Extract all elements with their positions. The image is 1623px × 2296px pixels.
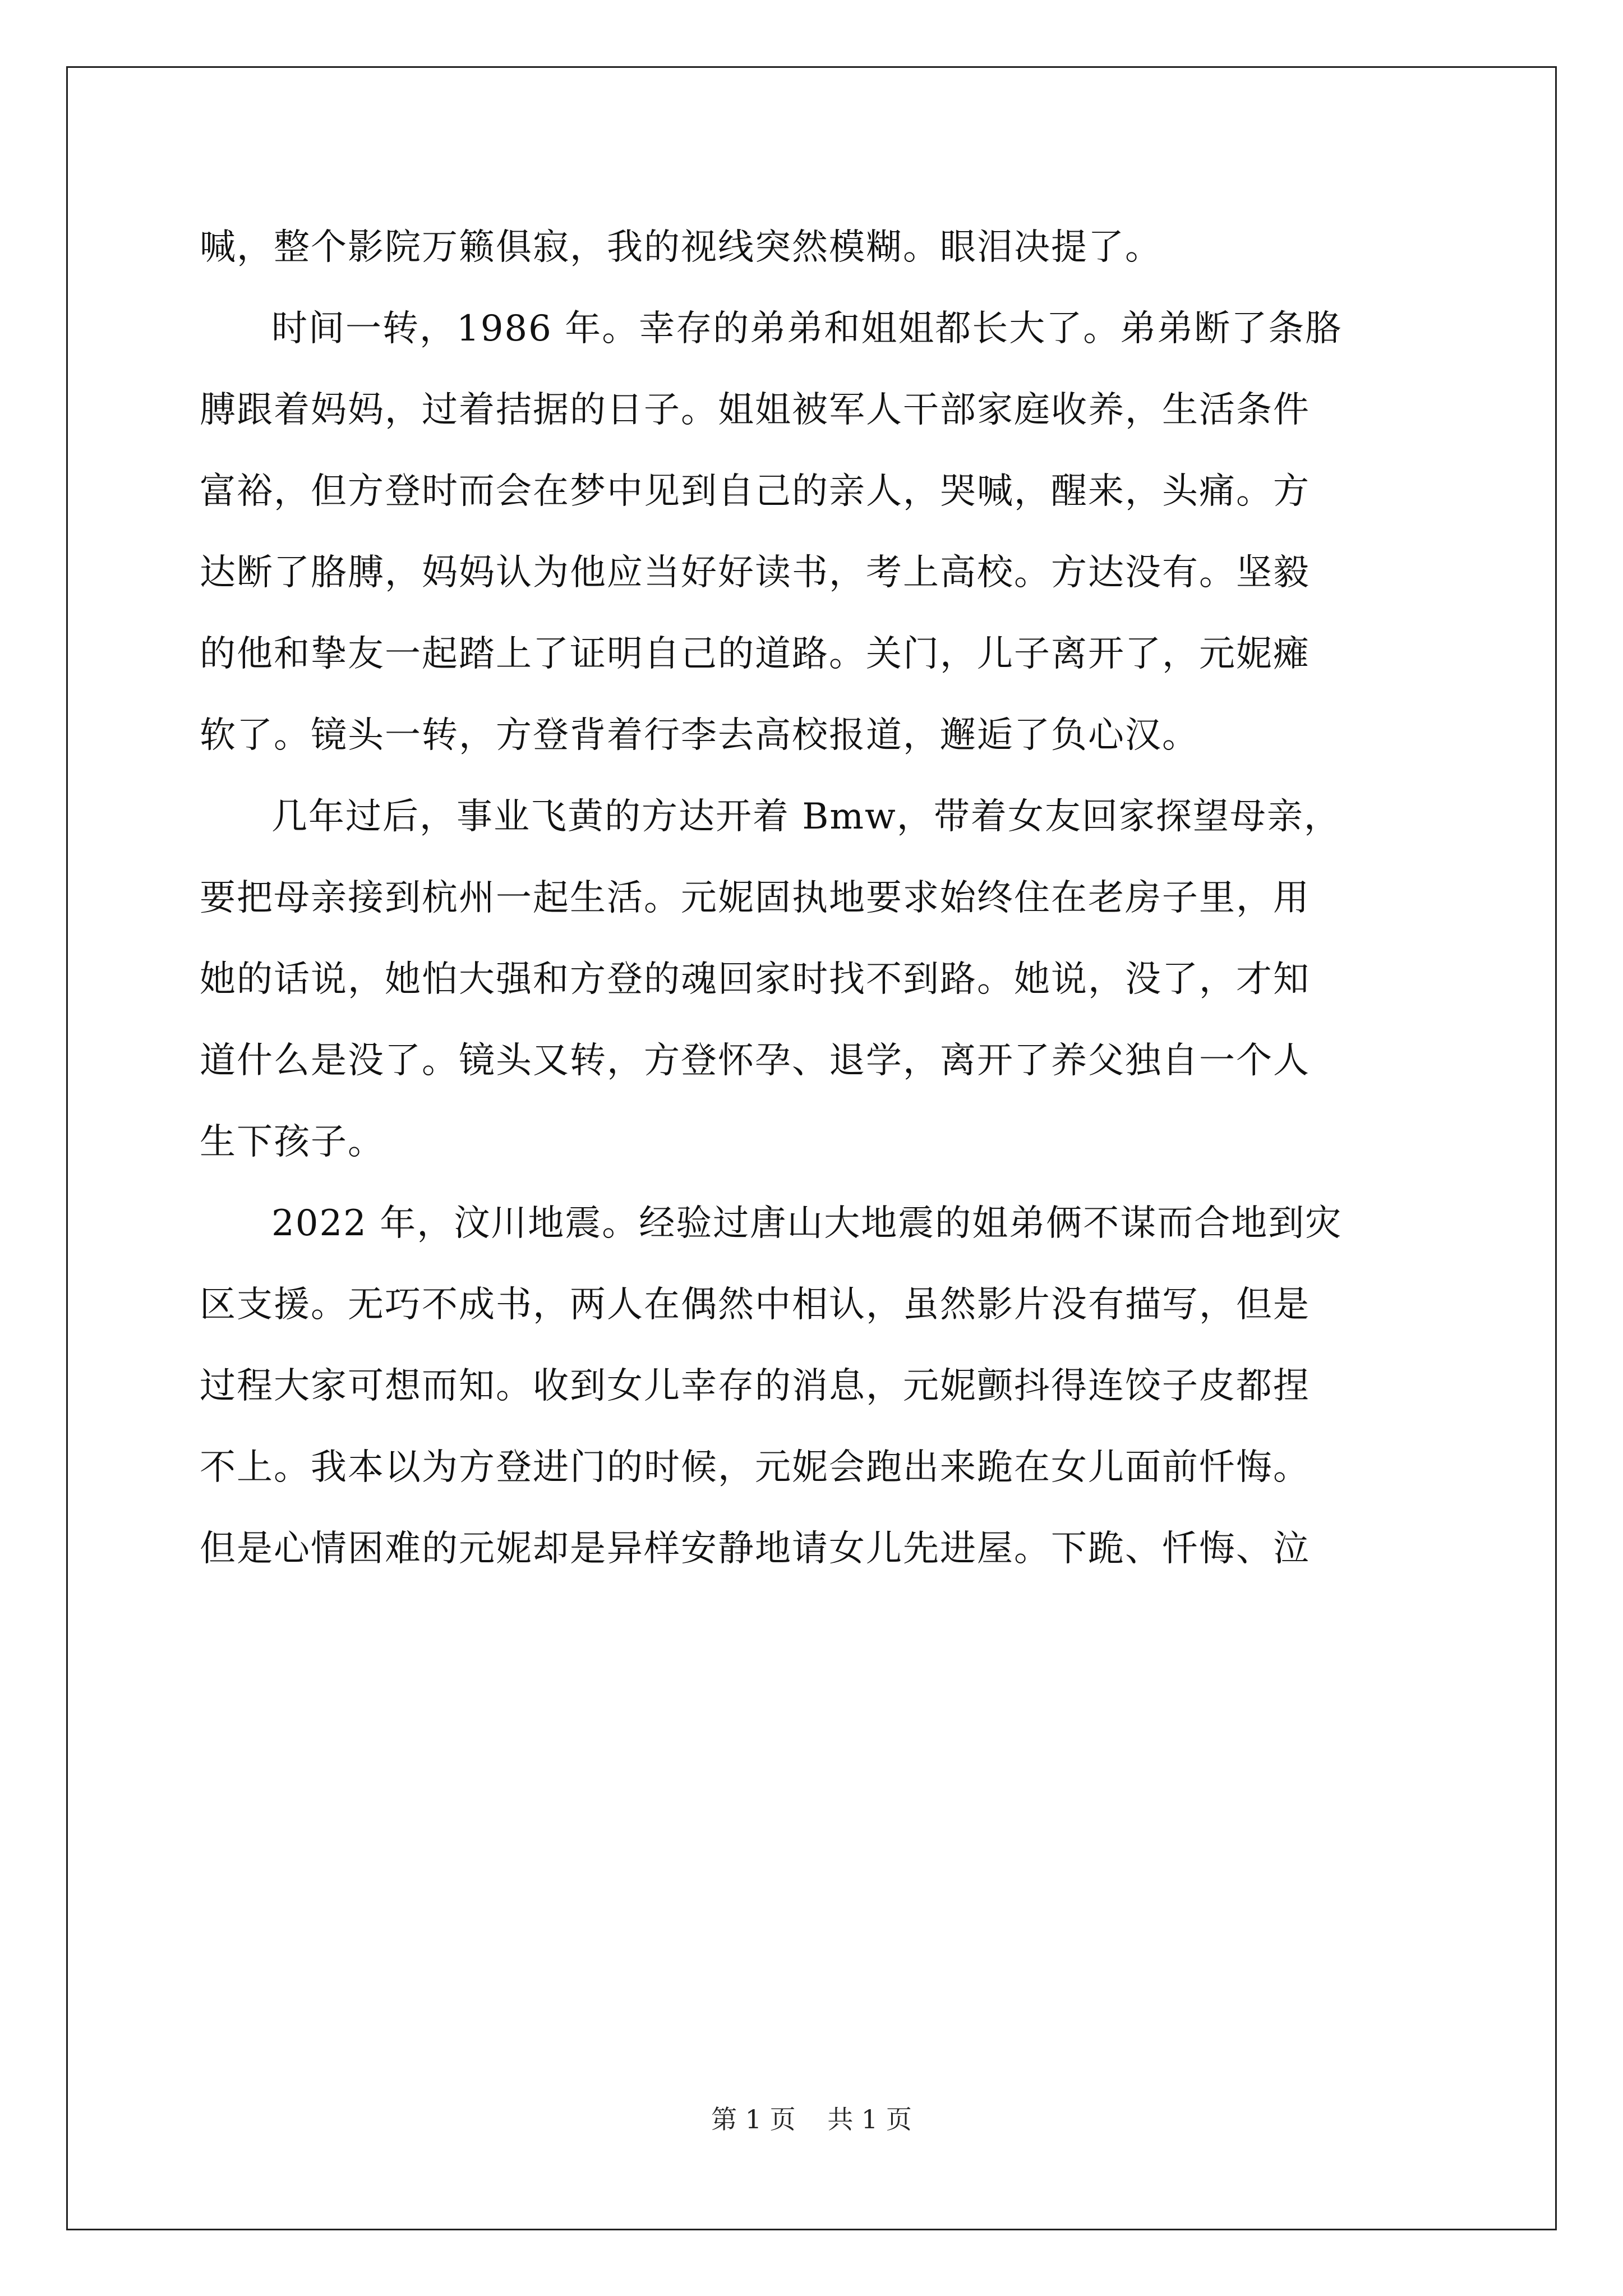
- page-number: 第 1 页: [711, 2104, 796, 2134]
- text-line: 不上。我本以为方登进门的时候，元妮会跑出来跪在女儿面前忏悔。: [200, 1447, 1310, 1488]
- text-line: 达断了胳膊，妈妈认为他应当好好读书，考上高校。方达没有。坚毅: [200, 552, 1310, 593]
- text-line: 生下孩子。: [200, 1121, 385, 1163]
- text-line: 道什么是没了。镜头又转，方登怀孕、退学，离开了养父独自一个人: [200, 1040, 1310, 1082]
- page-total: 共 1 页: [827, 2104, 912, 2134]
- text-line: 软了。镜头一转，方登背着行李去高校报道，邂逅了负心汉。: [200, 715, 1199, 756]
- text-line: 的他和挚友一起踏上了证明自己的道路。关门，儿子离开了，元妮瘫: [200, 633, 1310, 675]
- text-line: 喊，整个影院万籁俱寂，我的视线突然模糊。眼泪决提了。: [200, 227, 1162, 268]
- text-line: 但是心情困难的元妮却是异样安静地请女儿先进屋。下跪、忏悔、泣: [200, 1528, 1310, 1570]
- text-line: 要把母亲接到杭州一起生活。元妮固执地要求始终住在老房子里，用: [200, 877, 1310, 919]
- text-line: 过程大家可想而知。收到女儿幸存的消息，元妮颤抖得连饺子皮都捏: [200, 1365, 1310, 1407]
- page-footer: [0, 2099, 1623, 2136]
- document-body: [200, 207, 1433, 1590]
- text-line: 区支援。无巧不成书，两人在偶然中相认，虽然影片没有描写，但是: [200, 1284, 1310, 1326]
- text-line: 膊跟着妈妈，过着拮据的日子。姐姐被军人干部家庭收养，生活条件: [200, 389, 1310, 431]
- text-line: 2022 年，汶川地震。经验过唐山大地震的姐弟俩不谋而合地到灾: [271, 1203, 1343, 1244]
- text-line: 富裕，但方登时而会在梦中见到自己的亲人，哭喊，醒来，头痛。方: [200, 471, 1310, 512]
- text-line: 她的话说，她怕大强和方登的魂回家时找不到路。她说，没了，才知: [200, 959, 1310, 1000]
- text-line: 几年过后，事业飞黄的方达开着 Bmw，带着女友回家探望母亲，: [271, 796, 1341, 838]
- text-line: 时间一转，1986 年。幸存的弟弟和姐姐都长大了。弟弟断了条胳: [271, 308, 1343, 349]
